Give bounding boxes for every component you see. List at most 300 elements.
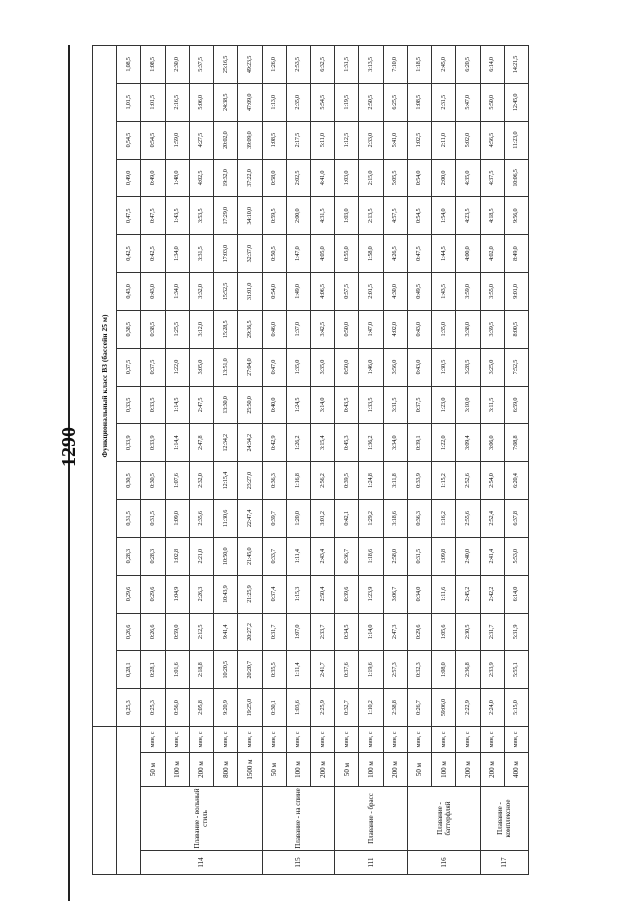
value-cell: 4:35,0 [456,159,480,197]
table-title: Функциональный класс В3 (бассейн 25 м) [93,46,117,727]
table-row [214,46,238,875]
unit-cell: мин, с [504,727,528,753]
unit-cell: мин, с [335,727,359,753]
value-cell: 2:31,5 [432,83,456,121]
value-cell: 2:45,0 [432,46,456,84]
value-cell: 1:46,0 [359,348,383,386]
distance-cell: 200 м [456,753,480,787]
value-cell: 2:47,5 [189,386,213,424]
value-cell: 4:56,5 [480,121,504,159]
value-cell: 2:16,5 [165,83,189,121]
value-cell: 21:45,0 [238,537,262,575]
column-header: 0,49,0 [117,159,141,197]
value-cell: 3:06,7 [383,575,407,613]
value-cell: 3:15,4 [310,424,334,462]
value-cell: 1:11,6 [432,575,456,613]
value-cell: 4:02,5 [189,159,213,197]
value-cell: 5:55,1 [504,651,528,689]
table-body [93,46,529,875]
value-cell: 0:42,5 [141,235,165,273]
discipline-name: Плавание - брасс [335,787,408,851]
column-header: 0,33,9 [117,424,141,462]
value-cell: 20:20,7 [238,651,262,689]
value-cell: 2:22,9 [456,689,480,727]
value-cell: 1:02,8 [165,537,189,575]
value-cell: 1:08,5 [407,83,431,121]
column-header: 0,54,5 [117,121,141,159]
value-cell: 1:23,9 [359,575,383,613]
column-header: 0,28,3 [117,537,141,575]
value-cell: 1:33,5 [359,386,383,424]
value-cell: 0:39,7 [262,500,286,538]
value-cell: 0:33,5 [141,386,165,424]
value-cell: 2:47,3 [383,613,407,651]
value-cell: 4:06,5 [310,273,334,311]
column-header: 0,31,5 [117,500,141,538]
value-cell: 2:53,5 [286,46,310,84]
value-cell: 3:14,0 [310,386,334,424]
value-cell: 0:35,5 [262,651,286,689]
value-cell: 2:13,5 [359,197,383,235]
value-cell: 15:28,5 [214,310,238,348]
value-cell: 3:31,5 [383,386,407,424]
value-cell: 0:47,0 [262,348,286,386]
value-cell: 3:28,5 [456,348,480,386]
value-cell: 0:38,5 [141,310,165,348]
value-cell: 1:35,0 [432,310,456,348]
value-cell: 2:42,2 [480,575,504,613]
value-cell: 4:18,5 [480,197,504,235]
value-cell: 5:53,0 [504,537,528,575]
value-cell: 1:20,0 [286,500,310,538]
value-cell: 0:54,5 [407,197,431,235]
value-cell: 0:54,0 [407,159,431,197]
value-cell: 1:47,0 [359,310,383,348]
column-header: 0,25,3 [117,689,141,727]
value-cell: 0:39,6 [335,575,359,613]
value-cell: 7:52,5 [504,348,528,386]
value-cell: 2:54,0 [480,462,504,500]
value-cell: 0:45,3 [335,424,359,462]
value-cell: 32:37,0 [238,235,262,273]
value-cell: 0:47,5 [141,197,165,235]
value-cell: 49:23,5 [238,46,262,84]
value-cell: 2:00,0 [432,159,456,197]
unit-cell: мин, с [359,727,383,753]
value-cell: 1:12,5 [335,121,359,159]
value-cell: 3:32,0 [189,273,213,311]
value-cell: 3:31,5 [189,235,213,273]
table-title-row [93,46,117,875]
value-cell: 2:50,4 [310,575,334,613]
column-header: 0,26,6 [117,613,141,651]
value-cell: 6:20,5 [456,46,480,84]
value-cell: 8:00,5 [504,310,528,348]
value-cell: 1:10,2 [359,689,383,727]
value-cell: 1:16,8 [286,462,310,500]
value-cell: 0:33,9 [141,424,165,462]
value-cell: 59:06,0 [432,689,456,727]
value-cell: 9:20,9 [214,689,238,727]
value-cell: 0:37,4 [262,575,286,613]
value-cell: 0:34,0 [407,575,431,613]
value-cell: 1:24,8 [359,462,383,500]
value-cell: 27:04,0 [238,348,262,386]
value-cell: 0:55,0 [335,235,359,273]
unit-cell: мин, с [432,727,456,753]
value-cell: 1:25,5 [165,310,189,348]
value-cell: 0:50,0 [335,310,359,348]
unit-cell: мин, с [383,727,407,753]
value-cell: 1:05,6 [432,613,456,651]
value-cell: 0:31,5 [141,500,165,538]
value-cell: 9:41,4 [214,613,238,651]
value-cell: 0:34,5 [335,613,359,651]
value-cell: 8:49,0 [504,235,528,273]
value-cell: 12:15,4 [214,462,238,500]
value-cell: 2:33,0 [359,121,383,159]
value-cell: 2:52,6 [456,462,480,500]
value-cell: 1:19,5 [335,83,359,121]
value-cell: 0:31,5 [407,537,431,575]
distance-cell: 200 м [310,753,334,787]
column-header: 0,28,1 [117,651,141,689]
value-cell: 4:31,5 [310,197,334,235]
value-cell: 0:26,6 [141,613,165,651]
value-cell: 3:18,6 [383,500,407,538]
value-cell: 0:59,5 [262,197,286,235]
value-cell: 1:47,0 [286,235,310,273]
value-cell: 0:50,5 [262,235,286,273]
value-cell: 0:56,0 [165,689,189,727]
value-cell: 10:50,0 [214,537,238,575]
column-header: 0,43,0 [117,273,141,311]
table-row [165,46,189,875]
value-cell: 2:02,5 [286,159,310,197]
value-cell: 5:54,5 [310,83,334,121]
value-cell: 5:47,0 [456,83,480,121]
value-cell: 1:31,5 [335,46,359,84]
table-row [456,46,480,875]
value-cell: 5:11,0 [310,121,334,159]
value-cell: 4:26,5 [383,235,407,273]
value-cell: 2:32,0 [189,462,213,500]
value-cell: 13:51,0 [214,348,238,386]
value-cell: 1:18,6 [359,537,383,575]
value-cell: 3:53,5 [189,197,213,235]
value-cell: 0:33,7 [262,537,286,575]
value-cell: 1:49,0 [286,273,310,311]
value-cell: 2:36,8 [456,651,480,689]
value-cell: 1:18,5 [407,46,431,84]
distance-cell: 50 м [335,753,359,787]
value-cell: 1:04,9 [165,575,189,613]
value-cell: 0:43,5 [335,386,359,424]
value-cell: 1:16,2 [432,500,456,538]
distance-cell: 200 м [480,753,504,787]
value-cell: 0:37,5 [141,348,165,386]
value-cell: 2:25,9 [310,689,334,727]
value-cell: 0:30,1 [262,689,286,727]
value-cell: 2:50,5 [359,83,383,121]
unit-cell: мин, с [238,727,262,753]
column-header: 1,01,5 [117,83,141,121]
discipline-number: 114 [141,851,262,875]
distance-cell: 100 м [286,753,310,787]
distance-cell: 50 м [141,753,165,787]
table-row [141,46,165,875]
value-cell: 15:52,5 [214,273,238,311]
discipline-number: 116 [407,851,480,875]
unit-cell: мин, с [480,727,504,753]
value-cell: 2:58,0 [383,537,407,575]
value-cell: 1:48,0 [165,159,189,197]
value-cell: 2:15,0 [359,159,383,197]
value-cell: 1:34,0 [165,273,189,311]
column-header: 0,30,5 [117,462,141,500]
value-cell: 2:00,0 [286,197,310,235]
value-cell: 1:19,6 [359,651,383,689]
value-cell: 1:37,0 [286,310,310,348]
value-cell: 23:27,0 [238,462,262,500]
binding-rule [68,45,70,901]
value-cell: 6:14,0 [480,46,504,84]
value-cell: 3:59,0 [456,273,480,311]
value-cell: 0:32,3 [407,651,431,689]
value-cell: 6:20,4 [504,462,528,500]
value-cell: 2:41,4 [480,537,504,575]
value-cell: 3:13,5 [359,46,383,84]
value-cell: 1:15,2 [432,462,456,500]
value-cell: 3:09,4 [456,424,480,462]
column-header: 0,47,5 [117,197,141,235]
unit-cell: мин, с [262,727,286,753]
column-header: 0,42,5 [117,235,141,273]
table-row [480,46,504,875]
value-cell: 1:22,0 [165,348,189,386]
value-cell: 0:29,6 [407,613,431,651]
value-cell: 1:08,5 [262,121,286,159]
value-cell: 2:18,8 [189,651,213,689]
value-cell: 10:20,5 [214,651,238,689]
value-cell: 6:25,5 [383,83,407,121]
distance-cell: 800 м [214,753,238,787]
value-cell: 25:16,5 [214,46,238,84]
table-row [359,46,383,875]
value-cell: 29:36,5 [238,310,262,348]
value-cell: 0:37,6 [335,651,359,689]
value-cell: 3:55,0 [480,273,504,311]
value-cell: 4:00,0 [456,235,480,273]
value-cell: 9:56,0 [504,197,528,235]
value-cell: 3:38,0 [456,310,480,348]
discipline-name: Плавание - баттерфляй [407,787,480,851]
value-cell: 0:47,5 [407,235,431,273]
value-cell: 0:46,0 [262,310,286,348]
value-cell: 0:36,7 [335,537,359,575]
value-cell: 2:35,6 [189,500,213,538]
value-cell: 1:01,6 [165,651,189,689]
discipline-number: 111 [335,851,408,875]
value-cell: 0:54,0 [262,273,286,311]
value-cell: 1:15,3 [286,575,310,613]
value-cell: 2:24,0 [480,689,504,727]
value-cell: 0:36,3 [407,500,431,538]
discipline-name: Плавание - комплексное [480,787,529,851]
value-cell: 1:03,6 [286,689,310,727]
distance-cell: 1500 м [238,753,262,787]
value-cell: 1:35,0 [286,348,310,386]
value-cell: 0:37,5 [407,386,431,424]
value-cell: 10:06,5 [504,159,528,197]
unit-cell: мин, с [407,727,431,753]
value-cell: 1:23,0 [432,386,456,424]
discipline-number: 115 [262,851,335,875]
value-cell: 0:42,9 [262,424,286,462]
value-cell: 34:10,0 [238,197,262,235]
value-cell: 2:38,8 [383,689,407,727]
value-cell: 1:08,5 [141,46,165,84]
value-cell: 3:25,0 [480,348,504,386]
value-cell: 1:54,0 [432,197,456,235]
value-cell: 1:09,8 [432,537,456,575]
value-cell: 31:01,0 [238,273,262,311]
value-cell: 1:34,0 [165,235,189,273]
table-row [310,46,334,875]
value-cell: 3:42,5 [310,310,334,348]
value-cell: 6:32,5 [310,46,334,84]
value-cell: 0:29,6 [141,575,165,613]
value-cell: 2:40,0 [456,537,480,575]
value-cell: 0:33,9 [407,462,431,500]
value-cell: 1:59,0 [165,121,189,159]
value-cell: 4:27,5 [189,121,213,159]
value-cell: 2:01,5 [359,273,383,311]
rotated-table-container [92,45,529,875]
value-cell: 7:10,0 [383,46,407,84]
value-cell: 5:05,5 [383,159,407,197]
value-cell: 2:45,2 [456,575,480,613]
value-cell: 0:42,1 [335,500,359,538]
value-cell: 0:58,0 [262,159,286,197]
value-cell: 0:54,5 [141,121,165,159]
value-cell: 2:11,0 [432,121,456,159]
value-cell: 1:07,6 [165,462,189,500]
table-row [432,46,456,875]
value-cell: 6:14,0 [504,575,528,613]
distance-cell: 100 м [359,753,383,787]
unit-cell: мин, с [165,727,189,753]
table-row [238,46,262,875]
value-cell: 0:39,1 [407,424,431,462]
unit-cell: мин, с [189,727,213,753]
standards-table [92,45,529,875]
value-cell: 0:59,0 [165,613,189,651]
value-cell: 5:02,0 [456,121,480,159]
value-cell: 3:35,0 [310,348,334,386]
value-cell: 2:21,0 [189,537,213,575]
unit-cell: мин, с [286,727,310,753]
value-cell: 2:41,7 [310,651,334,689]
value-cell: 1:43,5 [165,197,189,235]
value-cell: 1:26,2 [286,424,310,462]
discipline-number: 117 [480,851,529,875]
value-cell: 0:26,7 [407,689,431,727]
value-cell: 4:30,0 [383,273,407,311]
value-cell: 4:05,0 [310,235,334,273]
value-cell: 4:23,5 [456,197,480,235]
value-cell: 0:36,3 [262,462,286,500]
value-cell: 1:07,0 [286,613,310,651]
value-cell: 0:25,3 [141,689,165,727]
value-cell: 3:11,8 [383,462,407,500]
value-cell: 4:37,5 [480,159,504,197]
distance-cell: 400 м [504,753,528,787]
value-cell: 1:36,2 [359,424,383,462]
value-cell: 0:43,0 [407,348,431,386]
distance-cell: 100 м [432,753,456,787]
value-cell: 2:43,4 [310,537,334,575]
value-cell: 5:31,9 [504,613,528,651]
value-cell: 2:31,7 [480,613,504,651]
value-cell: 2:33,9 [480,651,504,689]
value-cell: 5:06,0 [189,83,213,121]
value-cell: 11:30,6 [214,500,238,538]
value-cell: 47:09,0 [238,83,262,121]
value-cell: 6:59,0 [504,386,528,424]
value-cell: 2:05,8 [189,689,213,727]
value-cell: 2:35,0 [286,83,310,121]
value-cell: 4:02,0 [383,310,407,348]
value-cell: 1:14,0 [359,613,383,651]
value-cell: 20:27,2 [238,613,262,651]
value-cell: 2:12,5 [189,613,213,651]
value-cell: 5:15,0 [504,689,528,727]
value-cell: 3:11,5 [480,386,504,424]
value-cell: 1:24,5 [286,386,310,424]
value-cell: 17:29,0 [214,197,238,235]
unit-cell: мин, с [141,727,165,753]
value-cell: 22:47,4 [238,500,262,538]
table-row [383,46,407,875]
value-cell: 39:09,0 [238,121,262,159]
value-cell: 19:25,0 [238,689,262,727]
value-cell: 24:34,2 [238,424,262,462]
distance-cell: 200 м [383,753,407,787]
value-cell: 2:55,6 [456,500,480,538]
table-row [262,46,286,875]
value-cell: 2:33,7 [310,613,334,651]
value-cell: 0:40,0 [262,386,286,424]
column-header: 0,33,5 [117,386,141,424]
value-cell: 10:43,9 [214,575,238,613]
value-cell: 0:32,7 [335,689,359,727]
value-cell: 0:57,5 [335,273,359,311]
value-cell: 20:02,0 [214,121,238,159]
column-header: 0,38,5 [117,310,141,348]
value-cell: 5:50,0 [480,83,504,121]
value-cell: 24:38,5 [214,83,238,121]
value-cell: 1:29,2 [359,500,383,538]
value-cell: 0:49,5 [407,273,431,311]
distance-cell: 100 м [165,753,189,787]
unit-cell: мин, с [456,727,480,753]
unit-cell: мин, с [214,727,238,753]
value-cell: 0:50,0 [335,348,359,386]
value-cell: 17:03,0 [214,235,238,273]
discipline-name: Плавание - вольный стиль [141,787,262,851]
header-blank-cell [93,727,117,875]
